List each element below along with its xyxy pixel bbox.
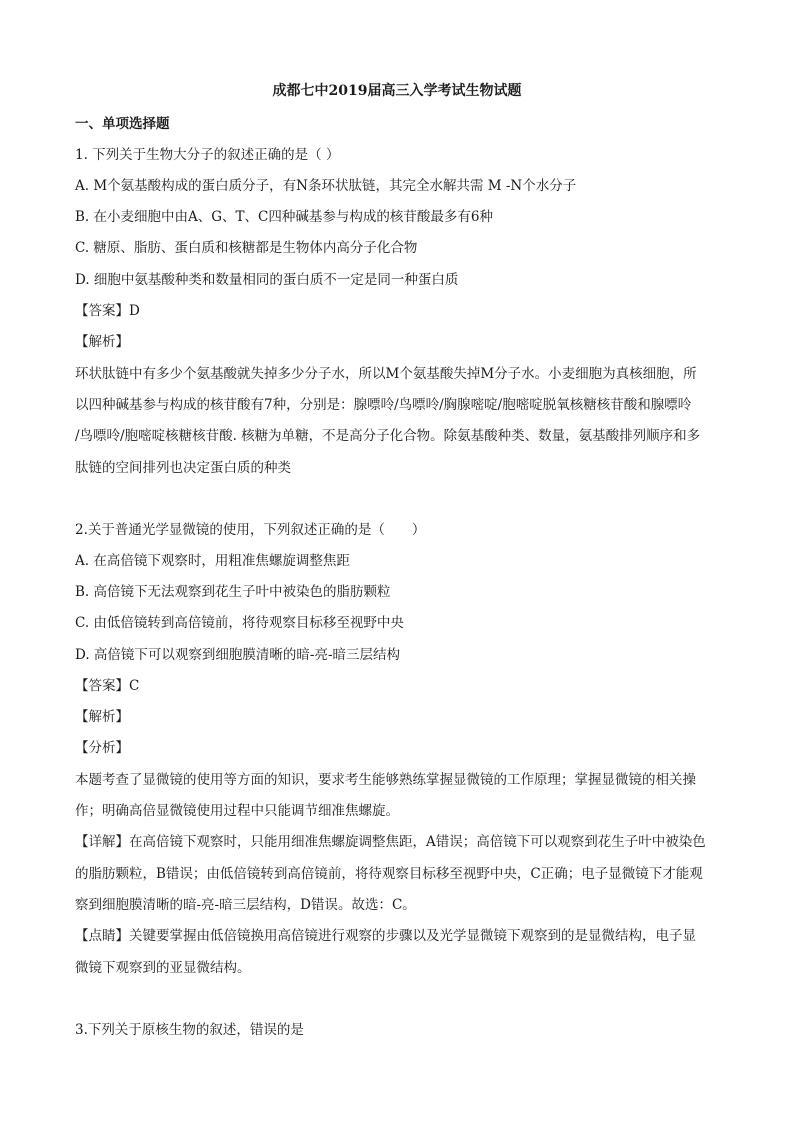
question-1-analysis-line: /鸟嘌呤/胞嘧啶核糖核苷酸. 核糖为单糖，不是高分子化合物。除氨基酸种类、数量，氨基酸排列顺序和多	[75, 428, 701, 444]
question-3-stem: 3.下列关于原核生物的叙述，错误的是	[75, 1022, 304, 1038]
question-1-analysis-line: 以四种碱基参与构成的核苷酸有7种，分别是：腺嘌呤/鸟嘌呤/胸腺嘧啶/胞嘧啶脱氧核糖核苷酸和腺嘌呤	[75, 397, 692, 413]
question-1-option-b: B. 在小麦细胞中由A、G、T、C四种碱基参与构成的核苷酸最多有6种	[75, 209, 493, 225]
section-heading: 一、单项选择题	[75, 116, 170, 132]
question-1-option-d: D. 细胞中氨基酸种类和数量相同的蛋白质不一定是同一种蛋白质	[75, 272, 459, 288]
question-2-answer: 【答案】C	[75, 678, 140, 694]
question-1-option-a: A. M个氨基酸构成的蛋白质分子，有N条环状肽链，其完全水解共需 M -N个水分子	[75, 178, 577, 194]
question-1-analysis-line: 肽链的空间排列也决定蛋白质的种类	[75, 460, 291, 476]
question-2-dianjing-line: 微镜下观察到的亚显微结构。	[75, 960, 251, 976]
question-2-option-a: A. 在高倍镜下观察时，用粗准焦螺旋调整焦距	[75, 553, 350, 569]
question-2-stem: 2.关于普通光学显微镜的使用，下列叙述正确的是（ ）	[75, 522, 426, 538]
question-2-dianjing-line: 【点睛】关键要掌握由低倍镜换用高倍镜进行观察的步骤以及光学显微镜下观察到的是显微结构，电子显	[75, 928, 696, 944]
question-1-analysis-label: 【解析】	[75, 334, 129, 350]
page-title: 成都七中2019届高三入学考试生物试题	[272, 83, 522, 99]
question-2-option-b: B. 高倍镜下无法观察到花生子叶中被染色的脂肪颗粒	[75, 584, 391, 600]
question-2-analysis-label: 【解析】	[75, 709, 129, 725]
question-2-xiangjie-line: 的脂肪颗粒，B错误；由低倍镜转到高倍镜前，将待观察目标移至视野中央，C正确；电子显微镜下才能观	[75, 866, 703, 882]
question-1-answer: 【答案】D	[75, 303, 140, 319]
question-2-option-d: D. 高倍镜下可以观察到细胞膜清晰的暗-亮-暗三层结构	[75, 647, 401, 663]
question-2-option-c: C. 由低倍镜转到高倍镜前，将待观察目标移至视野中央	[75, 615, 404, 631]
question-1-option-c: C. 糖原、脂肪、蛋白质和核糖都是生物体内高分子化合物	[75, 240, 418, 256]
question-2-fenxi-line: 本题考查了显微镜的使用等方面的知识，要求考生能够熟练掌握显微镜的工作原理；掌握显微镜的相关操	[75, 772, 696, 788]
question-2-fenxi-label: 【分析】	[75, 740, 129, 756]
question-1-stem: 1. 下列关于生物大分子的叙述正确的是（ ）	[75, 147, 340, 163]
question-2-xiangjie-line: 察到细胞膜清晰的暗-亮-暗三层结构，D错误。故选：C。	[75, 897, 416, 913]
question-2-xiangjie-line: 【详解】在高倍镜下观察时，只能用细准焦螺旋调整焦距，A错误；高倍镜下可以观察到花生子叶中被染色	[75, 834, 706, 850]
question-2-fenxi-line: 作；明确高倍显微镜使用过程中只能调节细准焦螺旋。	[75, 803, 399, 819]
question-1-analysis-line: 环状肽链中有多少个氨基酸就失掉多少分子水，所以M个氨基酸失掉M分子水。小麦细胞为真核细胞，所	[75, 366, 697, 382]
